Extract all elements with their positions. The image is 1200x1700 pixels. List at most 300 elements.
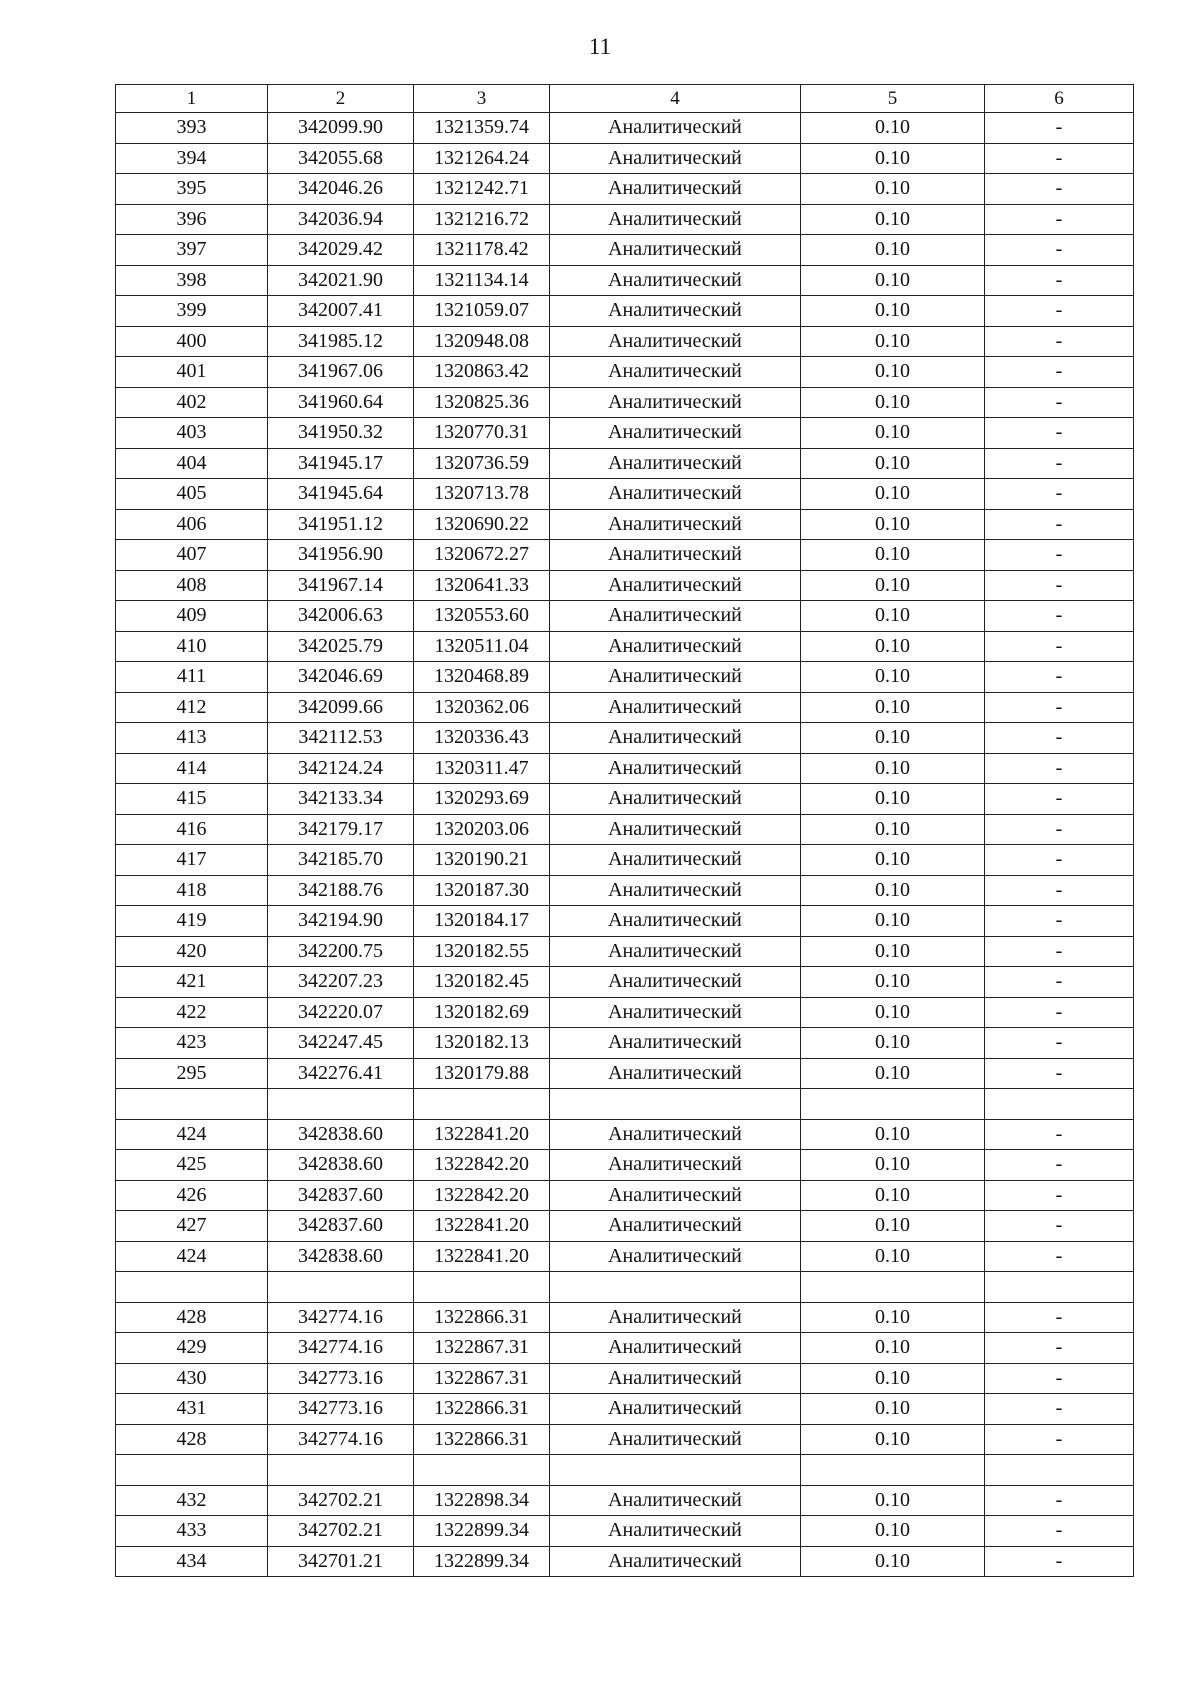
cell-y-coordinate: 1321134.14: [414, 265, 550, 296]
cell-x-coordinate: [268, 1455, 414, 1486]
cell-precision: 0.10: [801, 631, 985, 662]
cell-y-coordinate: 1322898.34: [414, 1485, 550, 1516]
cell-precision: 0.10: [801, 174, 985, 205]
cell-method: Аналитический: [550, 265, 801, 296]
cell-notes: [985, 1089, 1134, 1120]
cell-notes: -: [985, 814, 1134, 845]
cell-precision: 0.10: [801, 601, 985, 632]
cell-point-number: 394: [116, 143, 268, 174]
cell-y-coordinate: 1320641.33: [414, 570, 550, 601]
cell-method: Аналитический: [550, 1058, 801, 1089]
cell-method: Аналитический: [550, 753, 801, 784]
cell-y-coordinate: 1320182.55: [414, 936, 550, 967]
cell-point-number: 408: [116, 570, 268, 601]
cell-method: Аналитический: [550, 784, 801, 815]
cell-precision: 0.10: [801, 570, 985, 601]
cell-notes: -: [985, 174, 1134, 205]
cell-precision: 0.10: [801, 662, 985, 693]
cell-method: Аналитический: [550, 936, 801, 967]
table-row: [116, 692, 1134, 723]
cell-precision: 0.10: [801, 448, 985, 479]
cell-method: Аналитический: [550, 387, 801, 418]
cell-method: Аналитический: [550, 1119, 801, 1150]
cell-point-number: [116, 1089, 268, 1120]
table-row: [116, 479, 1134, 510]
cell-method: Аналитический: [550, 1150, 801, 1181]
cell-x-coordinate: 341967.06: [268, 357, 414, 388]
cell-precision: 0.10: [801, 357, 985, 388]
cell-precision: 0.10: [801, 326, 985, 357]
cell-y-coordinate: 1320690.22: [414, 509, 550, 540]
cell-point-number: 426: [116, 1180, 268, 1211]
cell-notes: -: [985, 1424, 1134, 1455]
cell-x-coordinate: 342188.76: [268, 875, 414, 906]
cell-point-number: 427: [116, 1211, 268, 1242]
cell-precision: 0.10: [801, 143, 985, 174]
cell-x-coordinate: [268, 1272, 414, 1303]
cell-point-number: 425: [116, 1150, 268, 1181]
cell-notes: -: [985, 967, 1134, 998]
cell-notes: -: [985, 418, 1134, 449]
cell-precision: 0.10: [801, 1363, 985, 1394]
cell-point-number: 424: [116, 1241, 268, 1272]
cell-method: Аналитический: [550, 997, 801, 1028]
table-row: [116, 1211, 1134, 1242]
cell-precision: 0.10: [801, 692, 985, 723]
cell-method: Аналитический: [550, 357, 801, 388]
cell-y-coordinate: 1321059.07: [414, 296, 550, 327]
table-row: [116, 997, 1134, 1028]
cell-x-coordinate: 342133.34: [268, 784, 414, 815]
cell-x-coordinate: 342006.63: [268, 601, 414, 632]
cell-y-coordinate: 1320553.60: [414, 601, 550, 632]
cell-point-number: 395: [116, 174, 268, 205]
cell-notes: -: [985, 1516, 1134, 1547]
cell-y-coordinate: 1322899.34: [414, 1516, 550, 1547]
table-row: [116, 601, 1134, 632]
cell-notes: -: [985, 1485, 1134, 1516]
cell-method: Аналитический: [550, 1302, 801, 1333]
table-row: [116, 357, 1134, 388]
cell-notes: -: [985, 601, 1134, 632]
cell-method: Аналитический: [550, 875, 801, 906]
cell-precision: 0.10: [801, 814, 985, 845]
cell-notes: [985, 1272, 1134, 1303]
cell-point-number: 429: [116, 1333, 268, 1364]
cell-precision: 0.10: [801, 967, 985, 998]
cell-y-coordinate: 1320948.08: [414, 326, 550, 357]
table-row: [116, 326, 1134, 357]
cell-x-coordinate: 342194.90: [268, 906, 414, 937]
cell-y-coordinate: 1320293.69: [414, 784, 550, 815]
cell-y-coordinate: 1320825.36: [414, 387, 550, 418]
cell-method: Аналитический: [550, 143, 801, 174]
table-row: [116, 1516, 1134, 1547]
cell-y-coordinate: 1320863.42: [414, 357, 550, 388]
table-row: [116, 662, 1134, 693]
cell-y-coordinate: [414, 1455, 550, 1486]
cell-notes: [985, 1455, 1134, 1486]
cell-y-coordinate: 1320511.04: [414, 631, 550, 662]
cell-notes: -: [985, 1119, 1134, 1150]
table-row: [116, 967, 1134, 998]
table-row: [116, 1150, 1134, 1181]
cell-method: Аналитический: [550, 326, 801, 357]
table-header-row: [116, 85, 1134, 113]
cell-point-number: 420: [116, 936, 268, 967]
cell-point-number: 428: [116, 1424, 268, 1455]
cell-method: Аналитический: [550, 1546, 801, 1577]
cell-precision: 0.10: [801, 509, 985, 540]
table-row: [116, 875, 1134, 906]
cell-y-coordinate: 1320336.43: [414, 723, 550, 754]
table-row: [116, 174, 1134, 205]
cell-x-coordinate: 342124.24: [268, 753, 414, 784]
table-row: [116, 1119, 1134, 1150]
cell-precision: 0.10: [801, 906, 985, 937]
cell-x-coordinate: 342207.23: [268, 967, 414, 998]
cell-y-coordinate: 1320736.59: [414, 448, 550, 479]
cell-method: Аналитический: [550, 1028, 801, 1059]
cell-point-number: 431: [116, 1394, 268, 1425]
cell-precision: 0.10: [801, 479, 985, 510]
cell-method: Аналитический: [550, 662, 801, 693]
cell-precision: 0.10: [801, 1150, 985, 1181]
cell-notes: -: [985, 1211, 1134, 1242]
cell-precision: 0.10: [801, 1119, 985, 1150]
cell-point-number: 422: [116, 997, 268, 1028]
cell-y-coordinate: 1322867.31: [414, 1333, 550, 1364]
cell-x-coordinate: 342247.45: [268, 1028, 414, 1059]
cell-precision: 0.10: [801, 235, 985, 266]
cell-point-number: 432: [116, 1485, 268, 1516]
cell-precision: 0.10: [801, 1028, 985, 1059]
separator-row: [116, 1089, 1134, 1120]
table-row: [116, 784, 1134, 815]
cell-y-coordinate: 1322867.31: [414, 1363, 550, 1394]
cell-precision: 0.10: [801, 936, 985, 967]
table-row: [116, 1058, 1134, 1089]
table-row: [116, 265, 1134, 296]
table-row: [116, 540, 1134, 571]
cell-precision: 0.10: [801, 113, 985, 144]
cell-y-coordinate: 1321216.72: [414, 204, 550, 235]
cell-point-number: 396: [116, 204, 268, 235]
table-row: [116, 1180, 1134, 1211]
cell-method: Аналитический: [550, 1363, 801, 1394]
cell-notes: -: [985, 1302, 1134, 1333]
cell-precision: 0.10: [801, 1485, 985, 1516]
cell-y-coordinate: 1320468.89: [414, 662, 550, 693]
cell-notes: -: [985, 1333, 1134, 1364]
cell-notes: -: [985, 1363, 1134, 1394]
cell-precision: 0.10: [801, 387, 985, 418]
cell-point-number: 424: [116, 1119, 268, 1150]
cell-point-number: 409: [116, 601, 268, 632]
cell-notes: -: [985, 570, 1134, 601]
cell-notes: -: [985, 235, 1134, 266]
column-header-precision: 5: [801, 85, 985, 113]
cell-precision: 0.10: [801, 1394, 985, 1425]
cell-point-number: 393: [116, 113, 268, 144]
cell-point-number: 411: [116, 662, 268, 693]
cell-precision: 0.10: [801, 1333, 985, 1364]
separator-row: [116, 1455, 1134, 1486]
cell-method: Аналитический: [550, 479, 801, 510]
cell-precision: 0.10: [801, 875, 985, 906]
cell-x-coordinate: 342200.75: [268, 936, 414, 967]
cell-y-coordinate: 1322842.20: [414, 1180, 550, 1211]
table-row: [116, 1241, 1134, 1272]
cell-point-number: 401: [116, 357, 268, 388]
table-row: [116, 845, 1134, 876]
table-row: [116, 1424, 1134, 1455]
cell-method: Аналитический: [550, 570, 801, 601]
cell-notes: -: [985, 723, 1134, 754]
cell-y-coordinate: 1322841.20: [414, 1211, 550, 1242]
cell-point-number: 428: [116, 1302, 268, 1333]
cell-y-coordinate: 1322899.34: [414, 1546, 550, 1577]
cell-x-coordinate: 342838.60: [268, 1119, 414, 1150]
table-row: [116, 723, 1134, 754]
cell-point-number: [116, 1272, 268, 1303]
cell-method: [550, 1272, 801, 1303]
cell-y-coordinate: 1320184.17: [414, 906, 550, 937]
table-row: [116, 509, 1134, 540]
cell-x-coordinate: 342046.69: [268, 662, 414, 693]
cell-x-coordinate: 342055.68: [268, 143, 414, 174]
table-row: [116, 418, 1134, 449]
cell-y-coordinate: 1320713.78: [414, 479, 550, 510]
cell-point-number: 423: [116, 1028, 268, 1059]
cell-x-coordinate: 342099.90: [268, 113, 414, 144]
cell-precision: 0.10: [801, 540, 985, 571]
cell-precision: 0.10: [801, 1516, 985, 1547]
cell-precision: 0.10: [801, 418, 985, 449]
cell-precision: 0.10: [801, 1058, 985, 1089]
cell-point-number: 414: [116, 753, 268, 784]
cell-method: [550, 1089, 801, 1120]
cell-method: Аналитический: [550, 692, 801, 723]
cell-point-number: 295: [116, 1058, 268, 1089]
table-row: [116, 906, 1134, 937]
cell-y-coordinate: 1321178.42: [414, 235, 550, 266]
table-row: [116, 235, 1134, 266]
cell-precision: 0.10: [801, 845, 985, 876]
cell-x-coordinate: 342774.16: [268, 1424, 414, 1455]
cell-point-number: 417: [116, 845, 268, 876]
cell-y-coordinate: 1320311.47: [414, 753, 550, 784]
cell-x-coordinate: 342025.79: [268, 631, 414, 662]
cell-notes: -: [985, 296, 1134, 327]
cell-y-coordinate: 1320179.88: [414, 1058, 550, 1089]
cell-y-coordinate: 1320672.27: [414, 540, 550, 571]
cell-x-coordinate: 341951.12: [268, 509, 414, 540]
cell-notes: -: [985, 875, 1134, 906]
cell-x-coordinate: 342112.53: [268, 723, 414, 754]
cell-notes: -: [985, 753, 1134, 784]
cell-method: Аналитический: [550, 814, 801, 845]
cell-method: Аналитический: [550, 1333, 801, 1364]
column-header-method: 4: [550, 85, 801, 113]
cell-notes: -: [985, 1150, 1134, 1181]
cell-method: Аналитический: [550, 906, 801, 937]
cell-x-coordinate: 341945.64: [268, 479, 414, 510]
cell-precision: [801, 1089, 985, 1120]
cell-x-coordinate: 341985.12: [268, 326, 414, 357]
cell-x-coordinate: 342701.21: [268, 1546, 414, 1577]
cell-notes: -: [985, 1241, 1134, 1272]
cell-method: Аналитический: [550, 540, 801, 571]
cell-y-coordinate: 1322866.31: [414, 1302, 550, 1333]
table-row: [116, 448, 1134, 479]
cell-method: Аналитический: [550, 1394, 801, 1425]
cell-point-number: 413: [116, 723, 268, 754]
cell-y-coordinate: 1320182.45: [414, 967, 550, 998]
cell-method: Аналитический: [550, 1241, 801, 1272]
cell-notes: -: [985, 997, 1134, 1028]
cell-point-number: 398: [116, 265, 268, 296]
cell-point-number: 434: [116, 1546, 268, 1577]
cell-method: Аналитический: [550, 296, 801, 327]
cell-notes: -: [985, 357, 1134, 388]
cell-point-number: 399: [116, 296, 268, 327]
cell-y-coordinate: 1320203.06: [414, 814, 550, 845]
cell-method: Аналитический: [550, 235, 801, 266]
cell-x-coordinate: 342021.90: [268, 265, 414, 296]
cell-method: Аналитический: [550, 845, 801, 876]
cell-y-coordinate: 1320182.13: [414, 1028, 550, 1059]
cell-notes: -: [985, 479, 1134, 510]
table-row: [116, 296, 1134, 327]
cell-notes: -: [985, 692, 1134, 723]
cell-notes: -: [985, 845, 1134, 876]
cell-x-coordinate: 342838.60: [268, 1241, 414, 1272]
table-row: [116, 814, 1134, 845]
cell-notes: -: [985, 113, 1134, 144]
cell-x-coordinate: 342702.21: [268, 1516, 414, 1547]
cell-x-coordinate: 341950.32: [268, 418, 414, 449]
cell-y-coordinate: 1320182.69: [414, 997, 550, 1028]
column-header-notes: 6: [985, 85, 1134, 113]
table-row: [116, 1394, 1134, 1425]
cell-x-coordinate: 342837.60: [268, 1211, 414, 1242]
cell-notes: -: [985, 906, 1134, 937]
cell-x-coordinate: 342046.26: [268, 174, 414, 205]
cell-precision: 0.10: [801, 723, 985, 754]
cell-method: Аналитический: [550, 967, 801, 998]
cell-method: Аналитический: [550, 1424, 801, 1455]
cell-precision: 0.10: [801, 1211, 985, 1242]
table-row: [116, 631, 1134, 662]
cell-x-coordinate: 342837.60: [268, 1180, 414, 1211]
cell-x-coordinate: 342276.41: [268, 1058, 414, 1089]
cell-precision: [801, 1272, 985, 1303]
cell-precision: 0.10: [801, 204, 985, 235]
cell-notes: -: [985, 204, 1134, 235]
cell-y-coordinate: 1322841.20: [414, 1241, 550, 1272]
cell-x-coordinate: 342774.16: [268, 1333, 414, 1364]
cell-x-coordinate: 341945.17: [268, 448, 414, 479]
cell-notes: -: [985, 1028, 1134, 1059]
cell-point-number: 407: [116, 540, 268, 571]
cell-precision: 0.10: [801, 265, 985, 296]
table-row: [116, 1363, 1134, 1394]
table-row: [116, 936, 1134, 967]
cell-method: Аналитический: [550, 174, 801, 205]
cell-method: Аналитический: [550, 448, 801, 479]
cell-notes: -: [985, 1058, 1134, 1089]
cell-point-number: 415: [116, 784, 268, 815]
cell-method: [550, 1455, 801, 1486]
cell-x-coordinate: 342029.42: [268, 235, 414, 266]
cell-y-coordinate: 1320362.06: [414, 692, 550, 723]
cell-point-number: 405: [116, 479, 268, 510]
cell-point-number: 410: [116, 631, 268, 662]
cell-notes: -: [985, 1394, 1134, 1425]
cell-x-coordinate: 341960.64: [268, 387, 414, 418]
cell-precision: 0.10: [801, 1180, 985, 1211]
cell-point-number: 403: [116, 418, 268, 449]
table-row: [116, 570, 1134, 601]
cell-method: Аналитический: [550, 509, 801, 540]
column-header-y-coordinate: 3: [414, 85, 550, 113]
cell-point-number: 433: [116, 1516, 268, 1547]
table-row: [116, 1302, 1134, 1333]
cell-y-coordinate: 1322842.20: [414, 1150, 550, 1181]
cell-y-coordinate: 1322841.20: [414, 1119, 550, 1150]
table-row: [116, 1028, 1134, 1059]
coordinates-table: [115, 84, 1134, 1577]
cell-y-coordinate: 1322866.31: [414, 1424, 550, 1455]
cell-y-coordinate: 1320187.30: [414, 875, 550, 906]
cell-notes: -: [985, 631, 1134, 662]
cell-notes: -: [985, 1180, 1134, 1211]
separator-row: [116, 1272, 1134, 1303]
cell-precision: 0.10: [801, 784, 985, 815]
column-header-point-number: 1: [116, 85, 268, 113]
cell-precision: 0.10: [801, 1424, 985, 1455]
cell-point-number: 402: [116, 387, 268, 418]
cell-precision: 0.10: [801, 1241, 985, 1272]
cell-x-coordinate: 342702.21: [268, 1485, 414, 1516]
cell-precision: 0.10: [801, 997, 985, 1028]
cell-point-number: 404: [116, 448, 268, 479]
cell-point-number: 400: [116, 326, 268, 357]
column-header-x-coordinate: 2: [268, 85, 414, 113]
table-row: [116, 387, 1134, 418]
cell-method: Аналитический: [550, 631, 801, 662]
cell-precision: 0.10: [801, 753, 985, 784]
cell-method: Аналитический: [550, 1211, 801, 1242]
cell-point-number: 421: [116, 967, 268, 998]
page-number: 11: [588, 34, 612, 59]
cell-x-coordinate: 341967.14: [268, 570, 414, 601]
cell-method: Аналитический: [550, 418, 801, 449]
cell-y-coordinate: 1321264.24: [414, 143, 550, 174]
cell-method: Аналитический: [550, 113, 801, 144]
cell-y-coordinate: 1320190.21: [414, 845, 550, 876]
table-row: [116, 1485, 1134, 1516]
cell-precision: [801, 1455, 985, 1486]
cell-method: Аналитический: [550, 204, 801, 235]
table-row: [116, 1546, 1134, 1577]
cell-notes: -: [985, 326, 1134, 357]
cell-notes: -: [985, 784, 1134, 815]
cell-y-coordinate: 1322866.31: [414, 1394, 550, 1425]
cell-method: Аналитический: [550, 1516, 801, 1547]
cell-point-number: 419: [116, 906, 268, 937]
